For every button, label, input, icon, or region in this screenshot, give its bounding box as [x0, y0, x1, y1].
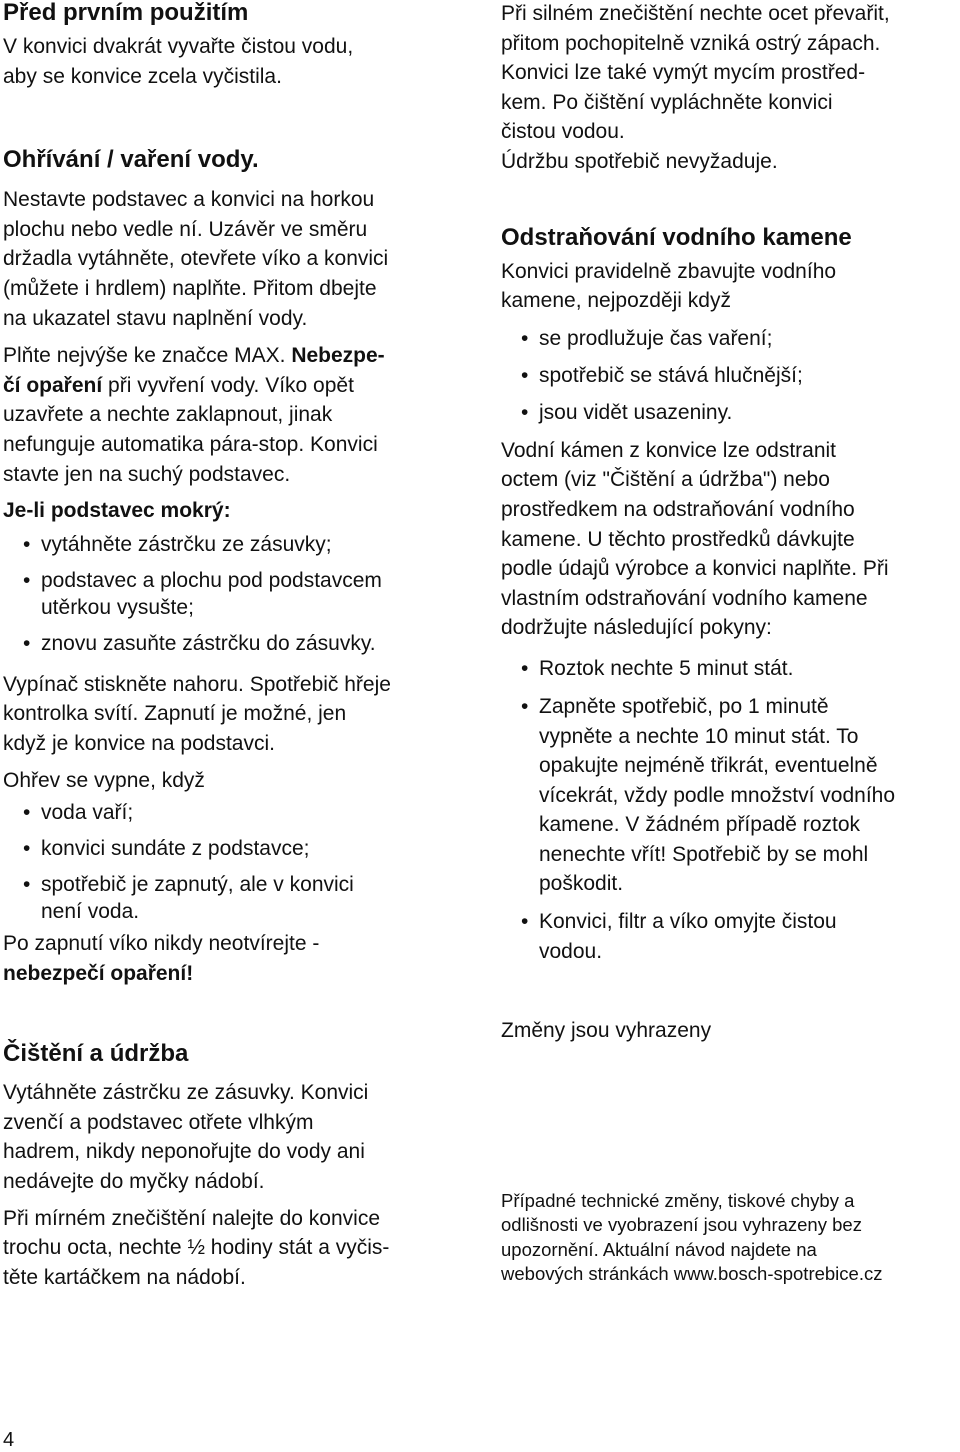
list-item: • podstavec a plochu pod podstavcem utěrkou vysušte; — [3, 567, 468, 621]
descaling-intro: Konvici pravidelně zbavujte vodního kamene, nejpozději když — [501, 259, 837, 313]
list-item: • znovu zasuňte zástrčku do zásuvky. — [3, 630, 468, 657]
cleaning-text-1: Vytáhněte zástrčku ze zásuvky. Konvici zvenčí a podstavec otřete vlhkým hadrem, nikdy neponořujte do vody ani nedávejte do myčky nádobí. — [3, 1081, 369, 1194]
fill-text-a: Plňte nejvýše ke značce MAX. — [3, 344, 292, 368]
before-use-heading: Před prvním použitím — [3, 0, 249, 26]
list-item: • Zapněte spotřebič, po 1 minutě vypněte a nechte 10 minut stát. To opakujte nejméně třikrát, eventuelně vícekrát, vždy podle množství vodního kamene. V žádném případě roztok nenechte vřít! Spotřebič by se mohl poškodit. — [501, 692, 960, 899]
left-column — [3, 0, 468, 1292]
list-item: • vytáhněte zástrčku ze zásuvky; — [3, 531, 468, 558]
changes-reserved: Změny jsou vyhrazeny — [501, 1019, 712, 1043]
list-item: • Konvici, filtr a víko omyjte čistou vodou. — [501, 907, 960, 966]
list-item: • spotřebič se stává hlučnější; — [501, 362, 960, 389]
wet-base-heading: Je-li podstavec mokrý: — [3, 499, 231, 523]
list-item: • konvici sundáte z podstavce; — [3, 835, 468, 862]
cleaning-text-2: Při mírném znečištění nalejte do konvice trochu octa, nechte ½ hodiny stát a vyčis- těte kartáčkem na nádobí. — [3, 1206, 390, 1289]
lid-warning-text: Po zapnutí víko nikdy neotvírejte - — [3, 932, 320, 956]
heating-heading: Ohřívání / vaření vody. — [3, 146, 259, 174]
descaling-heading: Odstraňování vodního kamene — [501, 223, 852, 251]
cleaning-heading: Čištění a údržba — [3, 1040, 189, 1068]
right-column — [501, 0, 960, 1287]
list-item: • jsou vidět usazeniny. — [501, 399, 960, 426]
before-use-text: V konvici dvakrát vyvařte čistou vodu, aby se konvice zcela vyčistila. — [3, 35, 354, 88]
list-item: • voda vaří; — [3, 799, 468, 826]
cleaning-continued-text: Při silném znečištění nechte ocet převařit, přitom pochopitelně vzniká ostrý zápach. Konvici lze také vymýt mycím prostřed- kem. Po čištění vypláchněte konvici čistou vodou. Údržbu spotřebič nevyžaduje. — [501, 2, 890, 173]
switch-text: Vypínač stiskněte nahoru. Spotřebič hřeje kontrolka svítí. Zapnutí je možné, jen když je konvice na podstavci. — [3, 672, 391, 755]
page-number: 4 — [3, 1429, 15, 1451]
list-item: • Roztok nechte 5 minut stát. — [501, 655, 960, 682]
heating-text: Nestavte podstavec a konvici na horkou plochu nebo vedle ní. Uzávěr ve směru držadla vytáhněte, otevřete víko a konvici (můžete i hrdlem) naplňte. Přitom dbejte na ukazatel stavu naplnění vody. — [3, 188, 389, 330]
fill-text-c: při vyvření vody. Víko opět uzavřete a nechte zaklapnout, jinak nefunguje automatika pára-stop. Konvici stavte jen na suchý podstavec. — [3, 373, 378, 486]
wet-base-list — [3, 531, 468, 657]
descaling-signs-list — [501, 325, 960, 426]
descaling-steps-list — [501, 655, 960, 966]
switch-off-list — [3, 799, 468, 925]
scald-warning-inline: Nebezpe- čí opaření — [3, 344, 385, 397]
list-item: • se prodlužuje čas vaření; — [501, 325, 960, 352]
disclaimer-text: Případné technické změny, tiskové chyby a odlišnosti ve vyobrazení jsou vyhrazeny bez upozornění. Aktuální návod najdete na webových stránkách www.bosch-spotrebice.cz — [501, 1189, 883, 1285]
lid-warning-bold: nebezpečí opaření! — [3, 961, 194, 985]
switch-off-heading: Ohřev se vypne, když — [3, 768, 205, 792]
list-item: • spotřebič je zapnutý, ale v konvici není voda. — [3, 871, 468, 925]
fill-warning-text — [3, 341, 468, 489]
descaling-text: Vodní kámen z konvice lze odstranit octem (viz "Čištění a údržba") nebo prostředkem na odstraňování vodního kamene. U těchto prostředků dávkujte podle údajů výrobce a konvici naplňte. Při vlastním odstraňování vodního kamene dodržujte následující pokyny: — [501, 438, 889, 640]
